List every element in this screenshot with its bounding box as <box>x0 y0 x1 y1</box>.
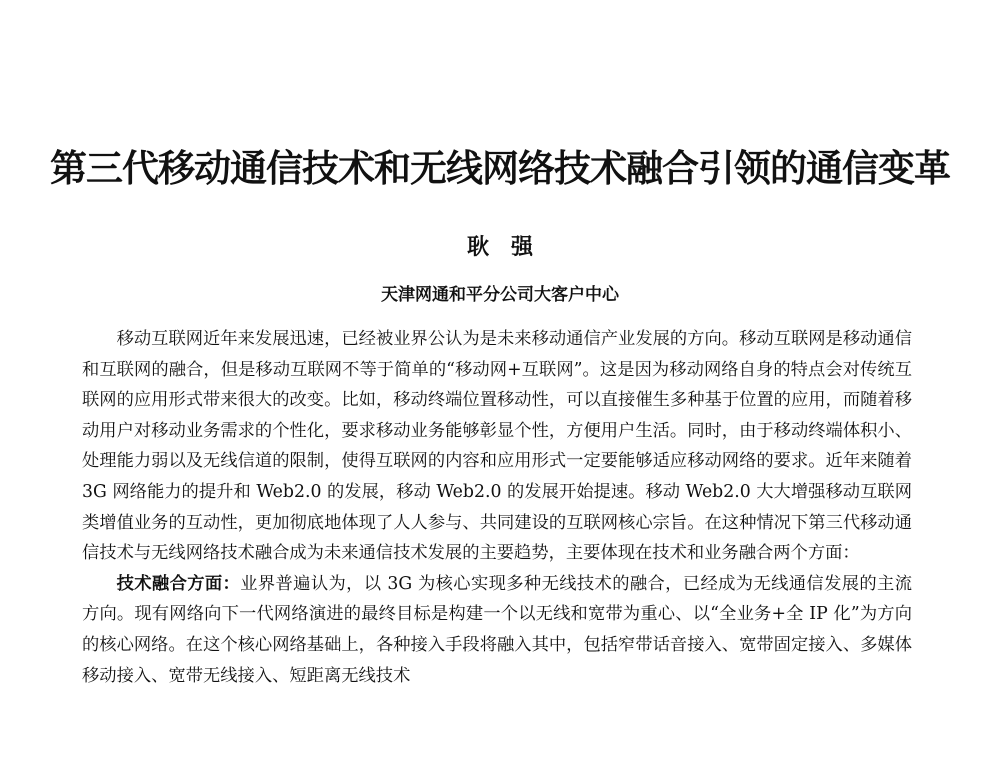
body-paragraph-1 <box>82 324 912 569</box>
paper-affiliation: 天津网通和平分公司大客户中心 <box>381 285 619 305</box>
paper-body <box>82 324 912 691</box>
body-paragraph-2 <box>82 569 912 691</box>
paragraph-text: 移动互联网近年来发展迅速，已经被业界公认为是未来移动通信产业发展的方向。移动互联网是移动通信和互联网的融合，但是移动互联网不等于简单的“移动网+互联网”。这是因为移动网络自身的特点会对传统互联网的应用形式带来很大的改变。比如，移动终端位置移动性，可以直接催生多种基于位置的应用，而随着移动用户对移动业务需求的个性化，要求移动业务能够彰显个性，方便用户生活。同时，由于移动终端体积小、处理能力弱以及无线信道的限制，使得互联网的内容和应用形式一定要能够适应移动网络的要求。近年来随着3G 网络能力的提升和 Web2.0 的发展，移动 Web2.0 的发展开始提速。移动 Web2.0 大大增强移动互联网类增值业务的互动性，更加彻底地体现了人人参与、共同建设的互联网核心宗旨。在这种情况下第三代移动通信技术与无线网络技术融合成为未来通信技术发展的主要趋势，主要体现在技术和业务融合两个方面： <box>82 329 912 564</box>
paragraph-lead-heading: 技术融合方面： <box>116 573 241 594</box>
paper-author: 耿强 <box>466 234 555 260</box>
paragraph-text: 业界普遍认为，以 3G 为核心实现多种无线技术的融合，已经成为无线通信发展的主流方向。现有网络向下一代网络演进的最终目标是构建一个以无线和宽带为重心、以“全业务+全 IP 化”为方向的核心网络。在这个核心网络基础上，各种接入手段将融入其中，包括窄带话音接入、宽带固定接入、多媒体移动接入、宽带无线接入、短距离无线技术 <box>82 573 912 686</box>
paper-title: 第三代移动通信技术和无线网络技术融合引领的通信变革 <box>50 147 950 190</box>
